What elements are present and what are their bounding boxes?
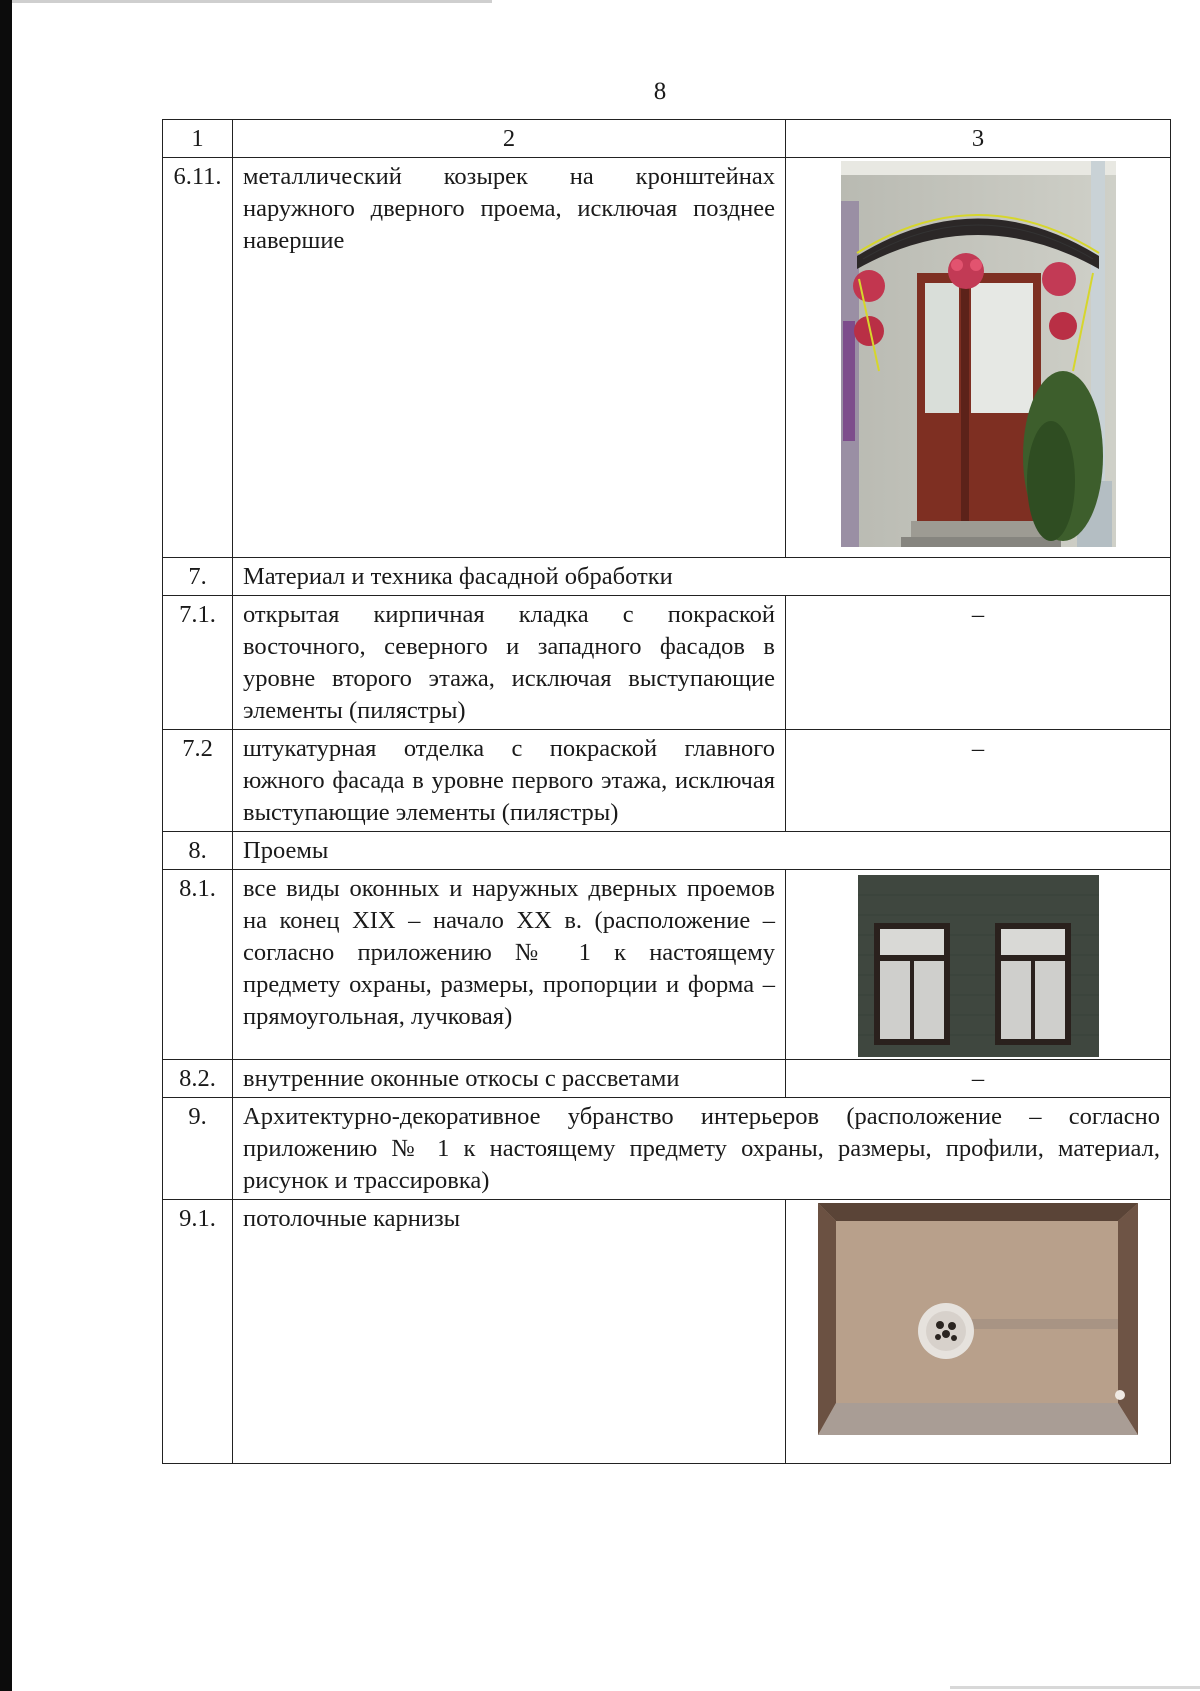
table-row xyxy=(163,558,1171,596)
table-header-row xyxy=(163,120,1171,158)
row-description: внутренние оконные откосы с рассветами xyxy=(233,1060,786,1098)
table-row xyxy=(163,832,1171,870)
row-number: 7.2 xyxy=(163,730,233,832)
row-description: потолочные карнизы xyxy=(233,1200,786,1464)
table-row xyxy=(163,1098,1171,1200)
table-row xyxy=(163,1200,1171,1464)
row-photo-placeholder: – xyxy=(786,596,1171,730)
ceiling-cornice-photo xyxy=(818,1203,1138,1435)
scan-edge-left xyxy=(0,0,12,1691)
row-section-title: Материал и техника фасадной обработки xyxy=(233,558,1171,596)
row-photo-cell xyxy=(786,870,1171,1060)
windows-photo xyxy=(858,875,1099,1057)
row-number: 8. xyxy=(163,832,233,870)
protection-subject-table xyxy=(162,119,1171,1464)
row-number: 9. xyxy=(163,1098,233,1200)
page-number: 8 xyxy=(653,78,667,105)
header-col-1: 1 xyxy=(163,120,233,158)
table-row xyxy=(163,596,1171,730)
row-number: 7. xyxy=(163,558,233,596)
row-number: 6.11. xyxy=(163,158,233,558)
row-description: открытая кирпичная кладка с покраской восточного, северного и западного фасадов в уровне второго этажа, исключая выступающие элементы (пилястры) xyxy=(233,596,786,730)
row-number: 7.1. xyxy=(163,596,233,730)
row-photo-cell xyxy=(786,158,1171,558)
row-section-title: Архитектурно-декоративное убранство интерьеров (расположение – согласно приложению № 1 к настоящему предмету охраны, размеры, профили, материал, рисунок и трассировка) xyxy=(233,1098,1171,1200)
row-photo-placeholder: – xyxy=(786,730,1171,832)
row-photo-placeholder: – xyxy=(786,1060,1171,1098)
row-description: все виды оконных и наружных дверных проемов на конец XIX – начало XX в. (расположение – согласно приложению № 1 к настоящему предмету охраны, размеры, пропорции и форма – прямоугольная, лучковая) xyxy=(233,870,786,1060)
header-col-2: 2 xyxy=(233,120,786,158)
row-description: металлический козырек на кронштейнах наружного дверного проема, исключая позднее навершие xyxy=(233,158,786,558)
row-number: 8.1. xyxy=(163,870,233,1060)
scan-edge-bottom xyxy=(950,1686,1200,1689)
header-col-3: 3 xyxy=(786,120,1171,158)
row-section-title: Проемы xyxy=(233,832,1171,870)
row-number: 9.1. xyxy=(163,1200,233,1464)
table-row xyxy=(163,158,1171,558)
scan-edge-top xyxy=(12,0,492,3)
table-row xyxy=(163,870,1171,1060)
row-photo-cell xyxy=(786,1200,1171,1464)
row-description: штукатурная отделка с покраской главного южного фасада в уровне первого этажа, исключая выступающие элементы (пилястры) xyxy=(233,730,786,832)
row-number: 8.2. xyxy=(163,1060,233,1098)
table-row xyxy=(163,1060,1171,1098)
table-row xyxy=(163,730,1171,832)
door-canopy-photo xyxy=(841,161,1116,547)
